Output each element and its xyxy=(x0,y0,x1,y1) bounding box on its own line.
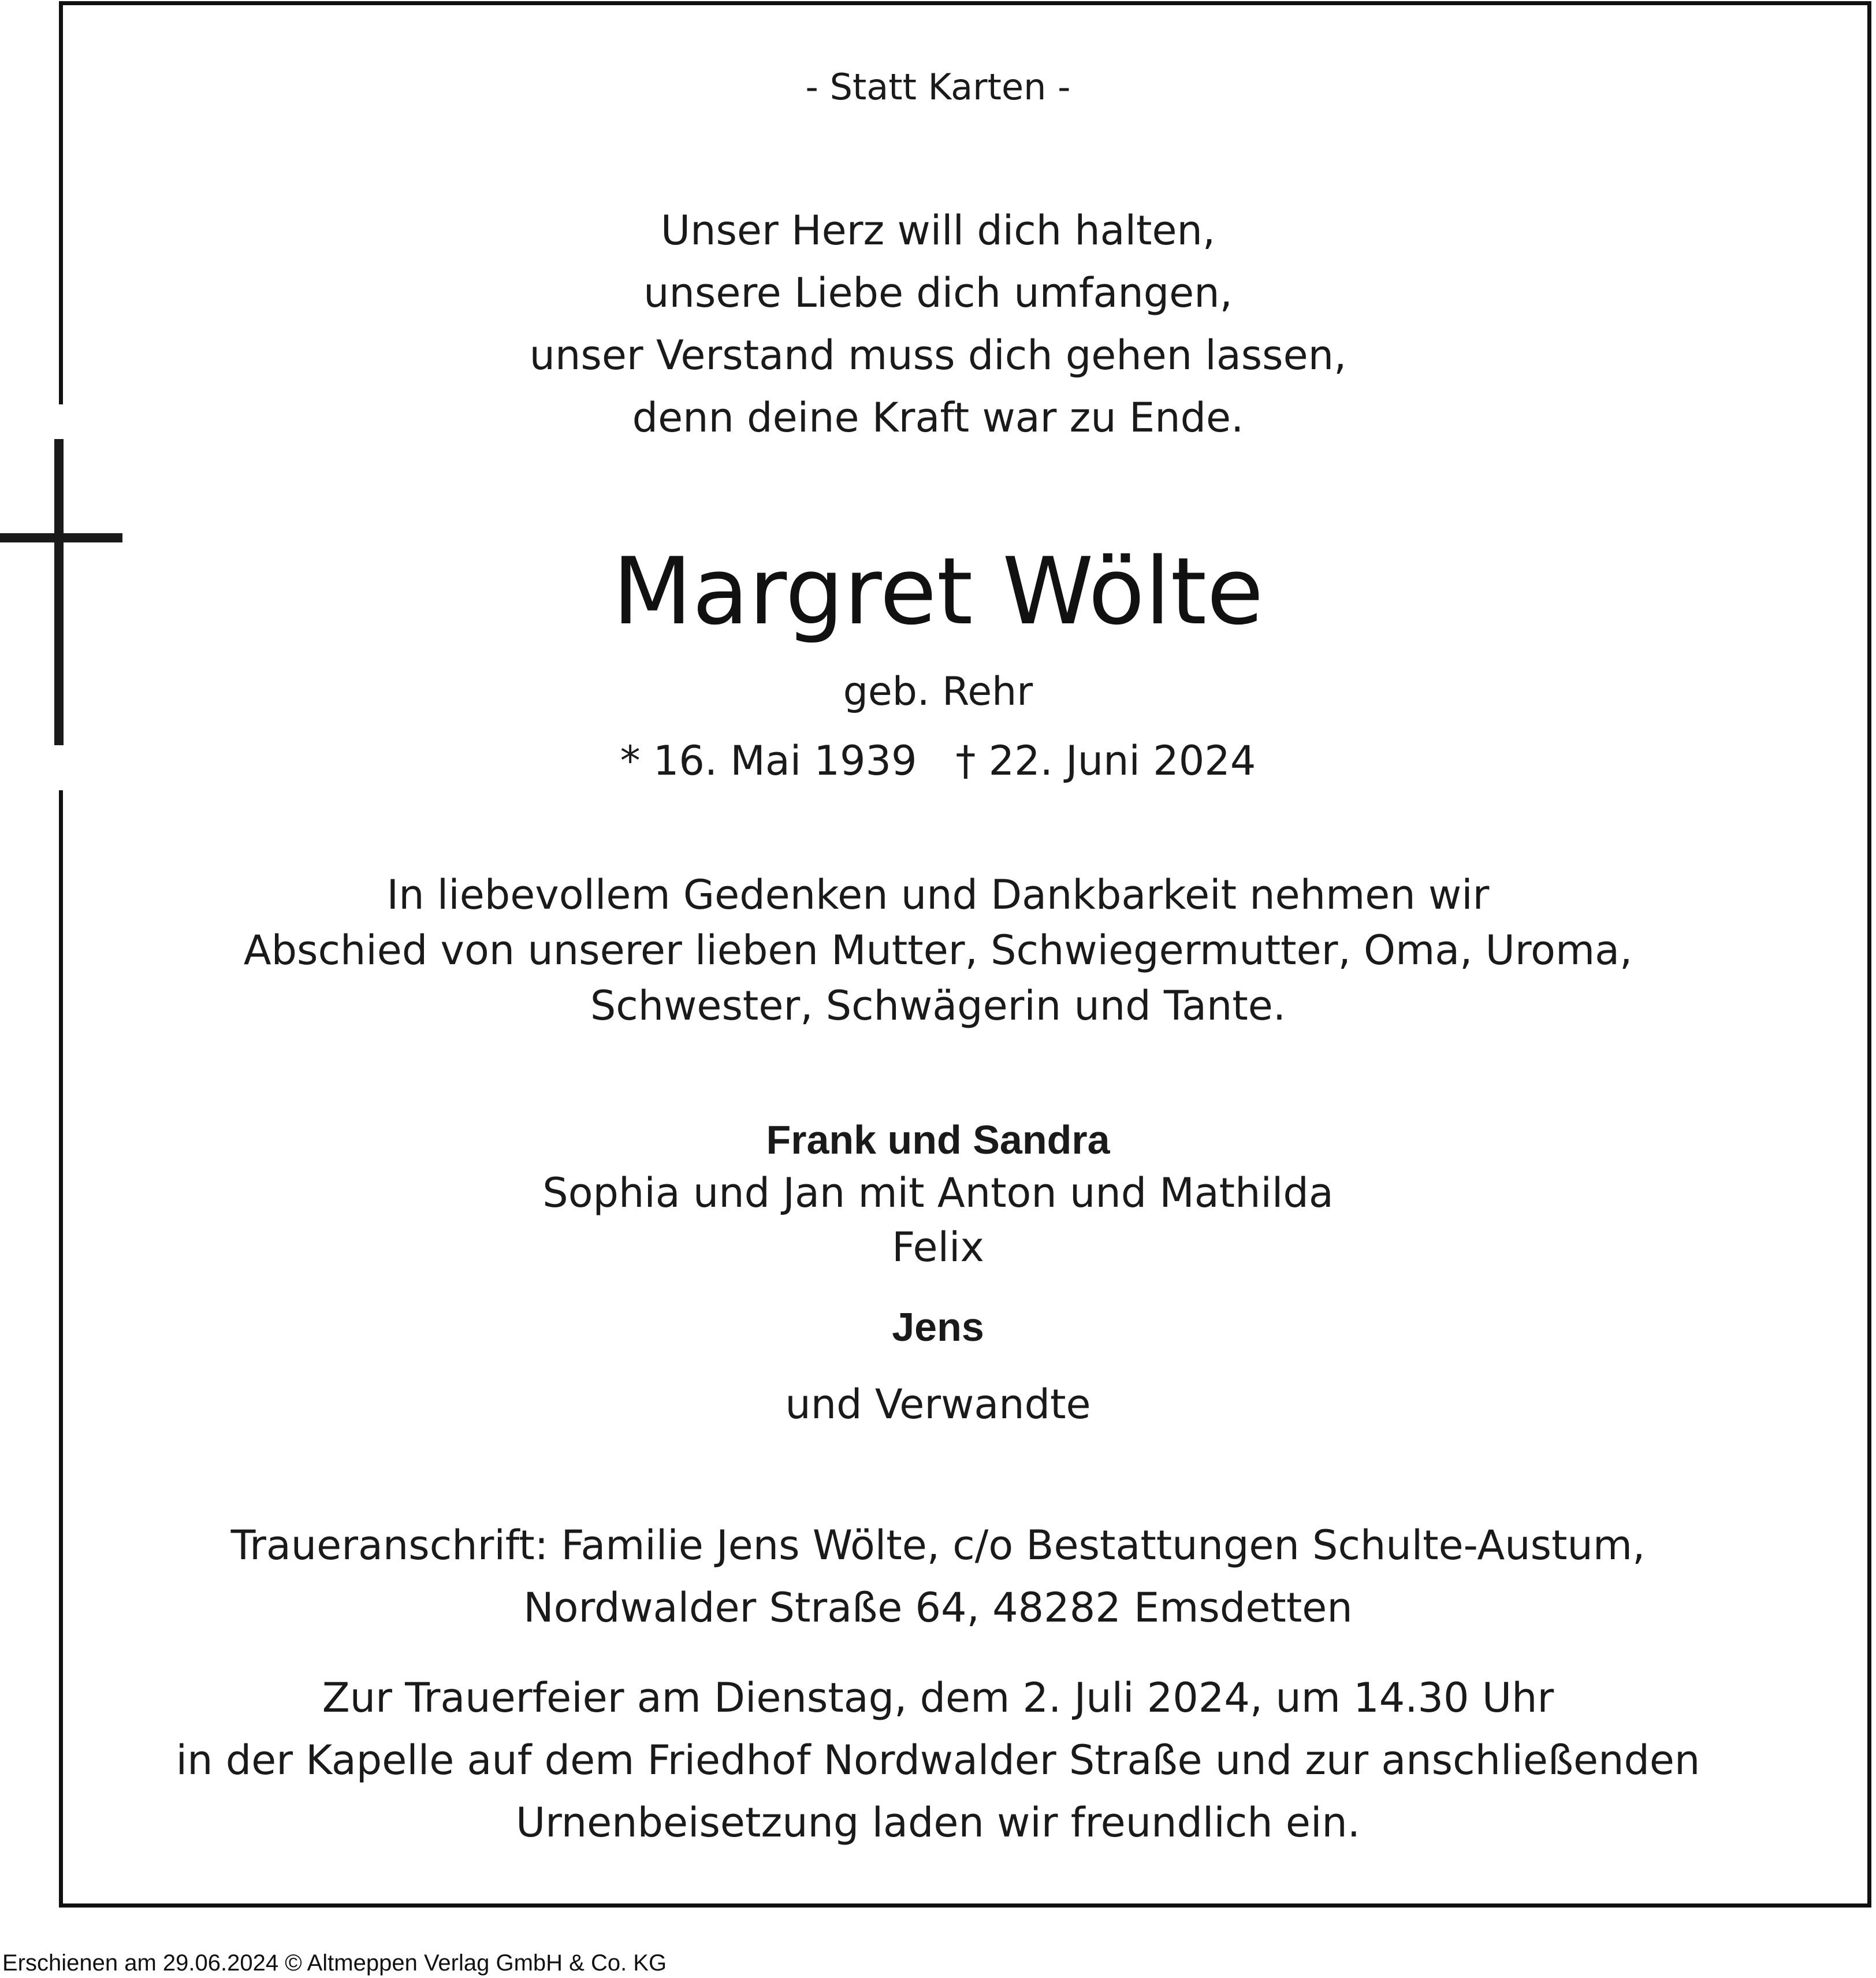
mourner-family-1-grandchild: Felix xyxy=(892,1224,984,1271)
mourner-family-2: Jens xyxy=(892,1304,984,1349)
address-line-2: Nordwalder Straße 64, 48282 Emsdetten xyxy=(523,1584,1353,1631)
farewell-line-1: In liebevollem Gedenken und Dankbarkeit nehmen wir xyxy=(386,871,1490,919)
deceased-name: Margret Wölte xyxy=(612,537,1264,645)
poem-line-3: unser Verstand muss dich gehen lassen, xyxy=(529,332,1347,379)
farewell-line-3: Schwester, Schwägerin und Tante. xyxy=(590,982,1286,1029)
mourner-relatives: und Verwandte xyxy=(785,1381,1091,1428)
statt-karten: - Statt Karten - xyxy=(805,66,1071,108)
birth-name: geb. Rehr xyxy=(843,669,1033,715)
poem-line-2: unsere Liebe dich umfangen, xyxy=(643,269,1233,317)
ceremony-line-1: Zur Trauerfeier am Dienstag, dem 2. Juli 2024, um 14.30 Uhr xyxy=(322,1674,1554,1722)
mourner-family-1: Frank und Sandra xyxy=(766,1117,1110,1162)
life-dates: * 16. Mai 1939 † 22. Juni 2024 xyxy=(620,737,1256,784)
ceremony-line-2: in der Kapelle auf dem Friedhof Nordwalder Straße und zur anschließenden xyxy=(176,1737,1700,1784)
publication-footer: Erschienen am 29.06.2024 © Altmeppen Verlag GmbH & Co. KG xyxy=(2,1950,667,1976)
address-line-1: Traueranschrift: Familie Jens Wölte, c/o Bestattungen Schulte-Austum, xyxy=(230,1522,1646,1569)
mourner-family-1-children: Sophia und Jan mit Anton und Mathilda xyxy=(542,1169,1334,1217)
ceremony-line-3: Urnenbeisetzung laden wir freundlich ein. xyxy=(515,1799,1361,1846)
poem-line-4: denn deine Kraft war zu Ende. xyxy=(632,394,1244,441)
poem-line-1: Unser Herz will dich halten, xyxy=(660,207,1216,254)
farewell-line-2: Abschied von unserer lieben Mutter, Schwiegermutter, Oma, Uroma, xyxy=(243,927,1633,974)
